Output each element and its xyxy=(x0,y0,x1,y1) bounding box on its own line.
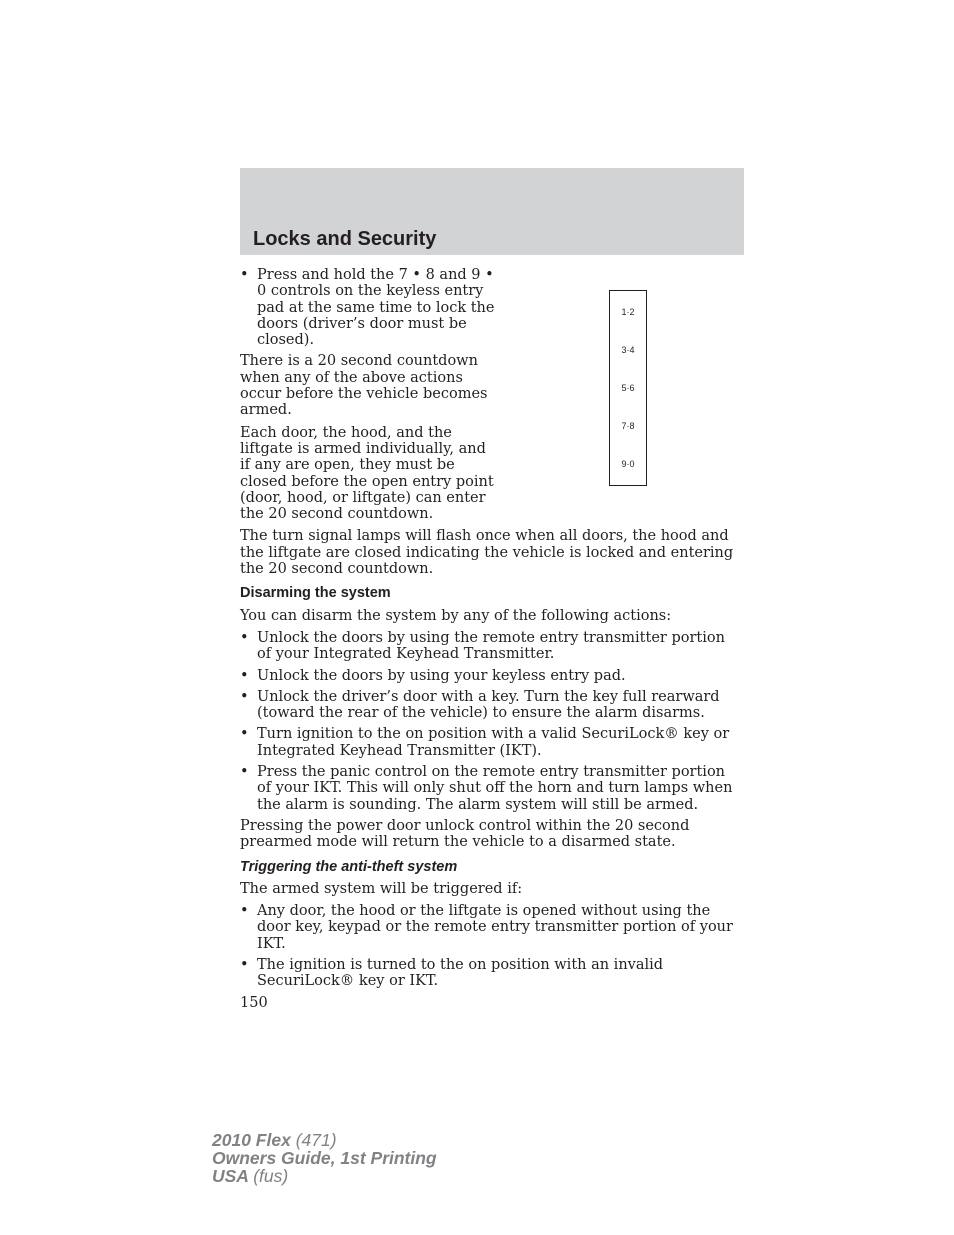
intro-column xyxy=(240,267,495,522)
list-item: • Unlock the doors by using your keyless entry pad. xyxy=(240,668,734,684)
turn-signal-paragraph: The turn signal lamps will flash once when all doors, the hood and the liftgate are closed indicating the vehicle is locked and entering the 20 second countdown. xyxy=(240,528,734,578)
list-item: • Press and hold the 7 • 8 and 9 • 0 controls on the keyless entry pad at the same time to lock the doors (driver’s door must be closed). xyxy=(240,267,495,348)
keypad-key-7-8: 7·8 xyxy=(621,421,635,431)
footer-line-market xyxy=(212,1167,437,1185)
page-number: 150 xyxy=(240,994,268,1011)
section-header-band xyxy=(240,168,744,255)
footer-market: USA xyxy=(212,1166,249,1186)
page-content xyxy=(240,267,734,1011)
keypad-key-5-6: 5·6 xyxy=(621,383,635,393)
footer-line-model xyxy=(212,1131,437,1149)
keypad-key-1-2: 1·2 xyxy=(621,307,635,317)
list-item: • Turn ignition to the on position with a valid SecuriLock® key or Integrated Keyhead Transmitter (IKT). xyxy=(240,726,734,759)
countdown-paragraph: There is a 20 second countdown when any of the above actions occur before the vehicle becomes armed. xyxy=(240,353,488,419)
footer-model: 2010 Flex xyxy=(212,1130,291,1150)
list-item: • Any door, the hood or the liftgate is opened without using the door key, keypad or the remote entry transmitter portion of your IKT. xyxy=(240,903,734,952)
print-footer xyxy=(212,1131,437,1185)
keypad-key-9-0: 9·0 xyxy=(621,459,635,469)
list-item: • Unlock the doors by using the remote entry transmitter portion of your Integrated Keyhead Transmitter. xyxy=(240,630,734,663)
footer-model-code: (471) xyxy=(295,1130,337,1150)
footer-market-code: (fus) xyxy=(253,1166,289,1186)
footer-printing: Owners Guide, 1st Printing xyxy=(212,1148,437,1168)
armed-individually-paragraph: Each door, the hood, and the liftgate is armed individually, and if any are open, they must be closed before the open entry point (door, hood, or liftgate) can enter the 20 second countdown. xyxy=(240,424,494,523)
keypad-key-3-4: 3·4 xyxy=(621,345,635,355)
triggering-heading: Triggering the anti-theft system xyxy=(240,858,458,875)
disarming-heading: Disarming the system xyxy=(240,585,391,602)
list-item: • The ignition is turned to the on position with an invalid SecuriLock® key or IKT. xyxy=(240,957,734,990)
disarming-closing: Pressing the power door unlock control within the 20 second prearmed mode will return the vehicle to a disarmed state. xyxy=(240,817,690,851)
list-item: • Press the panic control on the remote entry transmitter portion of your IKT. This will only shut off the horn and turn lamps when the alarm is sounding. The alarm system will still be armed. xyxy=(240,764,734,813)
section-title: Locks and Security xyxy=(253,228,437,250)
disarming-intro: You can disarm the system by any of the following actions: xyxy=(240,607,672,624)
list-item: • Unlock the driver’s door with a key. Turn the key full rearward (toward the rear of the vehicle) to ensure the alarm disarms. xyxy=(240,689,734,722)
triggering-intro: The armed system will be triggered if: xyxy=(240,880,523,897)
